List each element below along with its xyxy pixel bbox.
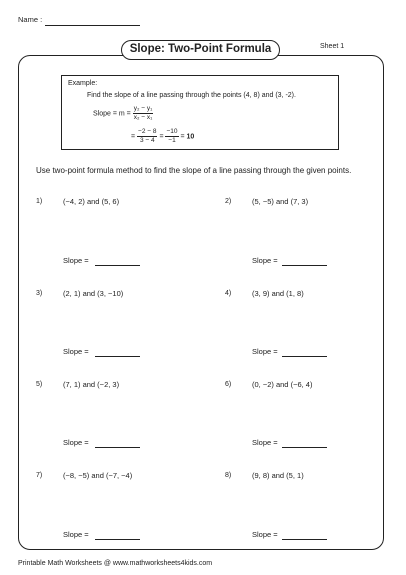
footer-text: Printable Math Worksheets @ www.mathworksheets4kids.com [18,560,213,567]
example-formula-line-1 [93,105,153,122]
problem-number: 8) [225,472,232,479]
problem-points: (3, 9) and (1, 8) [252,289,304,298]
slope-answer-label: Slope = [252,347,278,356]
problem-points: (9, 8) and (5, 1) [252,471,304,480]
example-text: Find the slope of a line passing through the points (4, 8) and (3, -2). [87,92,296,99]
slope-answer-label: Slope = [63,256,89,265]
example-result: 10 [186,133,195,141]
instruction-text: Use two-point formula method to find the slope of a line passing through the given points. [36,166,352,175]
worksheet-title: Slope: Two-Point Formula [121,40,280,60]
sheet-label: Sheet 1 [320,43,345,50]
problem-points: (−4, 2) and (5, 6) [63,197,120,206]
slope-answer-label: Slope = [252,530,278,539]
slope-answer-label: Slope = [63,438,89,447]
slope-answer-label: Slope = [63,347,89,356]
slope-formula-prefix: Slope = m = [93,110,131,118]
problem-points: (−8, −5) and (−7, −4) [63,471,133,480]
slope-answer-blank[interactable] [95,447,140,448]
slope-answer-label: Slope = [252,438,278,447]
problem-number: 6) [225,381,232,388]
slope-formula-fraction: $\frac{\text{y₂ − y₁}}{\text{x₂ − x₁}}$ [133,105,153,121]
slope-answer-label: Slope = [252,256,278,265]
substituted-fraction: $\frac{-2 - 8}{3 - 4}$ [138,128,157,144]
slope-answer-blank[interactable] [282,539,327,540]
slope-answer-blank[interactable] [95,356,140,357]
slope-answer-label: Slope = [63,530,89,539]
problem-points: (5, −5) and (7, 3) [252,197,309,206]
problem-number: 3) [36,290,43,297]
problem-points: (7, 1) and (−2, 3) [63,380,120,389]
slope-answer-blank[interactable] [282,447,327,448]
example-label: Example: [68,80,98,87]
problem-number: 1) [36,198,43,205]
problem-number: 4) [225,290,232,297]
simplified-fraction: $\frac{-10}{-1}$ [166,128,178,144]
name-label: Name : [18,15,43,24]
problem-number: 7) [36,472,43,479]
slope-answer-blank[interactable] [282,265,327,266]
example-formula-line-2: = $\frac{-2 - 8}{3 - 4}$ = $\frac{-10}{-1}$ = 10 [131,128,195,144]
slope-answer-blank[interactable] [282,356,327,357]
slope-answer-blank[interactable] [95,539,140,540]
slope-answer-blank[interactable] [95,265,140,266]
problem-points: (2, 1) and (3, −10) [63,289,124,298]
problem-number: 5) [36,381,43,388]
problem-points: (0, −2) and (−6, 4) [252,380,313,389]
name-blank-line[interactable] [45,25,140,26]
problem-number: 2) [225,198,232,205]
